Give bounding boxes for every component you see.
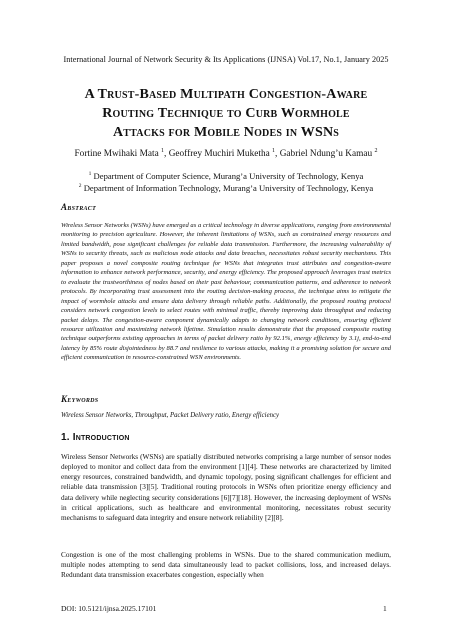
title-line-3: Attacks for Mobile Nodes in WSNs <box>112 125 340 140</box>
title-line-2: Routing Technique to Curb Wormhole <box>102 106 350 121</box>
affiliation-2 <box>30 183 422 193</box>
introduction-heading: 1. Introduction <box>61 432 130 443</box>
author-affiliation-mark: 1 <box>161 148 165 154</box>
author-list <box>30 148 422 159</box>
author-separator: , <box>164 149 169 160</box>
abstract-heading: Abstract <box>61 202 97 212</box>
affiliation-mark: 1 <box>88 171 92 178</box>
title-line-1: A Trust-Based Multipath Congestion-Aware <box>84 87 368 102</box>
affiliation-text: Department of Computer Science, Murang’a University of Technology, Kenya <box>93 171 364 181</box>
author-separator: , <box>275 149 280 160</box>
author-name: Fortine Mwihaki Mata <box>74 149 159 160</box>
author-affiliation-mark: 2 <box>374 148 378 154</box>
affiliation-mark: 2 <box>78 183 82 190</box>
author-affiliation-mark: 1 <box>272 148 276 154</box>
doi-footer[interactable]: DOI: 10.5121/ijnsa.2025.17101 <box>61 604 157 613</box>
affiliation-text: Department of Information Technology, Murang’a University of Technology, Kenya <box>83 183 374 193</box>
author-name: Gabriel Ndung’u Kamau <box>279 149 373 160</box>
affiliation-1 <box>30 171 422 181</box>
paper-title <box>40 85 412 142</box>
introduction-paragraph-1: Wireless Sensor Networks (WSNs) are spatially distributed networks comprising a large number of sensor nodes deployed to monitor and collect data from the environment [1][4]. These networks are characterized by limited energy resources, constrained bandwidth, and dynamic topology, posing significant challenges for efficient and reliable data transmission [3][5]. Traditional routing protocols in WSNs often prioritize energy efficiency and data delivery while neglecting security considerations [6][7][18]. However, the increasing deployment of WSNs in critical applications, such as healthcare and environmental monitoring, necessitates robust security mechanisms to safeguard data integrity and ensure network reliability [2][8]. <box>61 453 391 522</box>
author-name: Geoffrey Muchiri Muketha <box>168 149 270 160</box>
journal-running-header: International Journal of Network Security & Its Applications (IJNSA) Vol.17, No.1, January 2025 <box>63 55 389 64</box>
page-number: 1 <box>383 604 387 613</box>
abstract-text: Wireless Sensor Networks (WSNs) have emerged as a critical technology in diverse applications, ranging from environmental monitoring to precision agriculture. However, the inherent limitations of WSNs, such as constrained energy resources and limited bandwidth, pose significant challenges for reliable data transmission. Furthermore, the increasing vulnerability of WSNs to security threats, such as malicious node attacks and data breaches, necessitates robust security mechanisms. This paper proposes a novel composite routing technique for WSNs that integrates trust attributes and congestion-aware information to enhance network performance, security, and energy efficiency. The proposed approach leverages trust metrics to evaluate the trustworthiness of nodes based on their past behaviour, communication patterns, and adherence to network protocols. By incorporating trust assessment into the routing decision-making process, the technique aims to mitigate the impact of wormhole attacks and ensure data delivery through reliable paths. Additionally, the proposed routing protocol considers network congestion levels to select routes with minimal traffic, thereby improving data throughput and reducing packet delays. The congestion-aware component dynamically adapts to changing network conditions, ensuring efficient resource utilization and maximizing network lifetime. Simulation results demonstrate that the proposed composite routing technique outperforms existing approaches in terms of packet delivery ratio by 92.1%, energy efficiency by 3.1j, end-to-end latency by 85% route disjointedness by 88.7 and resilience to various attacks, making it a promising solution for secure and efficient communication in resource-constrained WSN environments. <box>61 222 391 362</box>
keywords-heading: Keywords <box>61 394 99 404</box>
introduction-paragraph-2: Congestion is one of the most challenging problems in WSNs. Due to the shared communication medium, multiple nodes attempting to send data simultaneously lead to packet collisions, loss, and increased delays. Redundant data transmission exacerbates congestion, especially when <box>61 551 391 580</box>
keywords-text: Wireless Sensor Networks, Throughput, Packet Delivery ratio, Energy efficiency <box>61 412 280 419</box>
